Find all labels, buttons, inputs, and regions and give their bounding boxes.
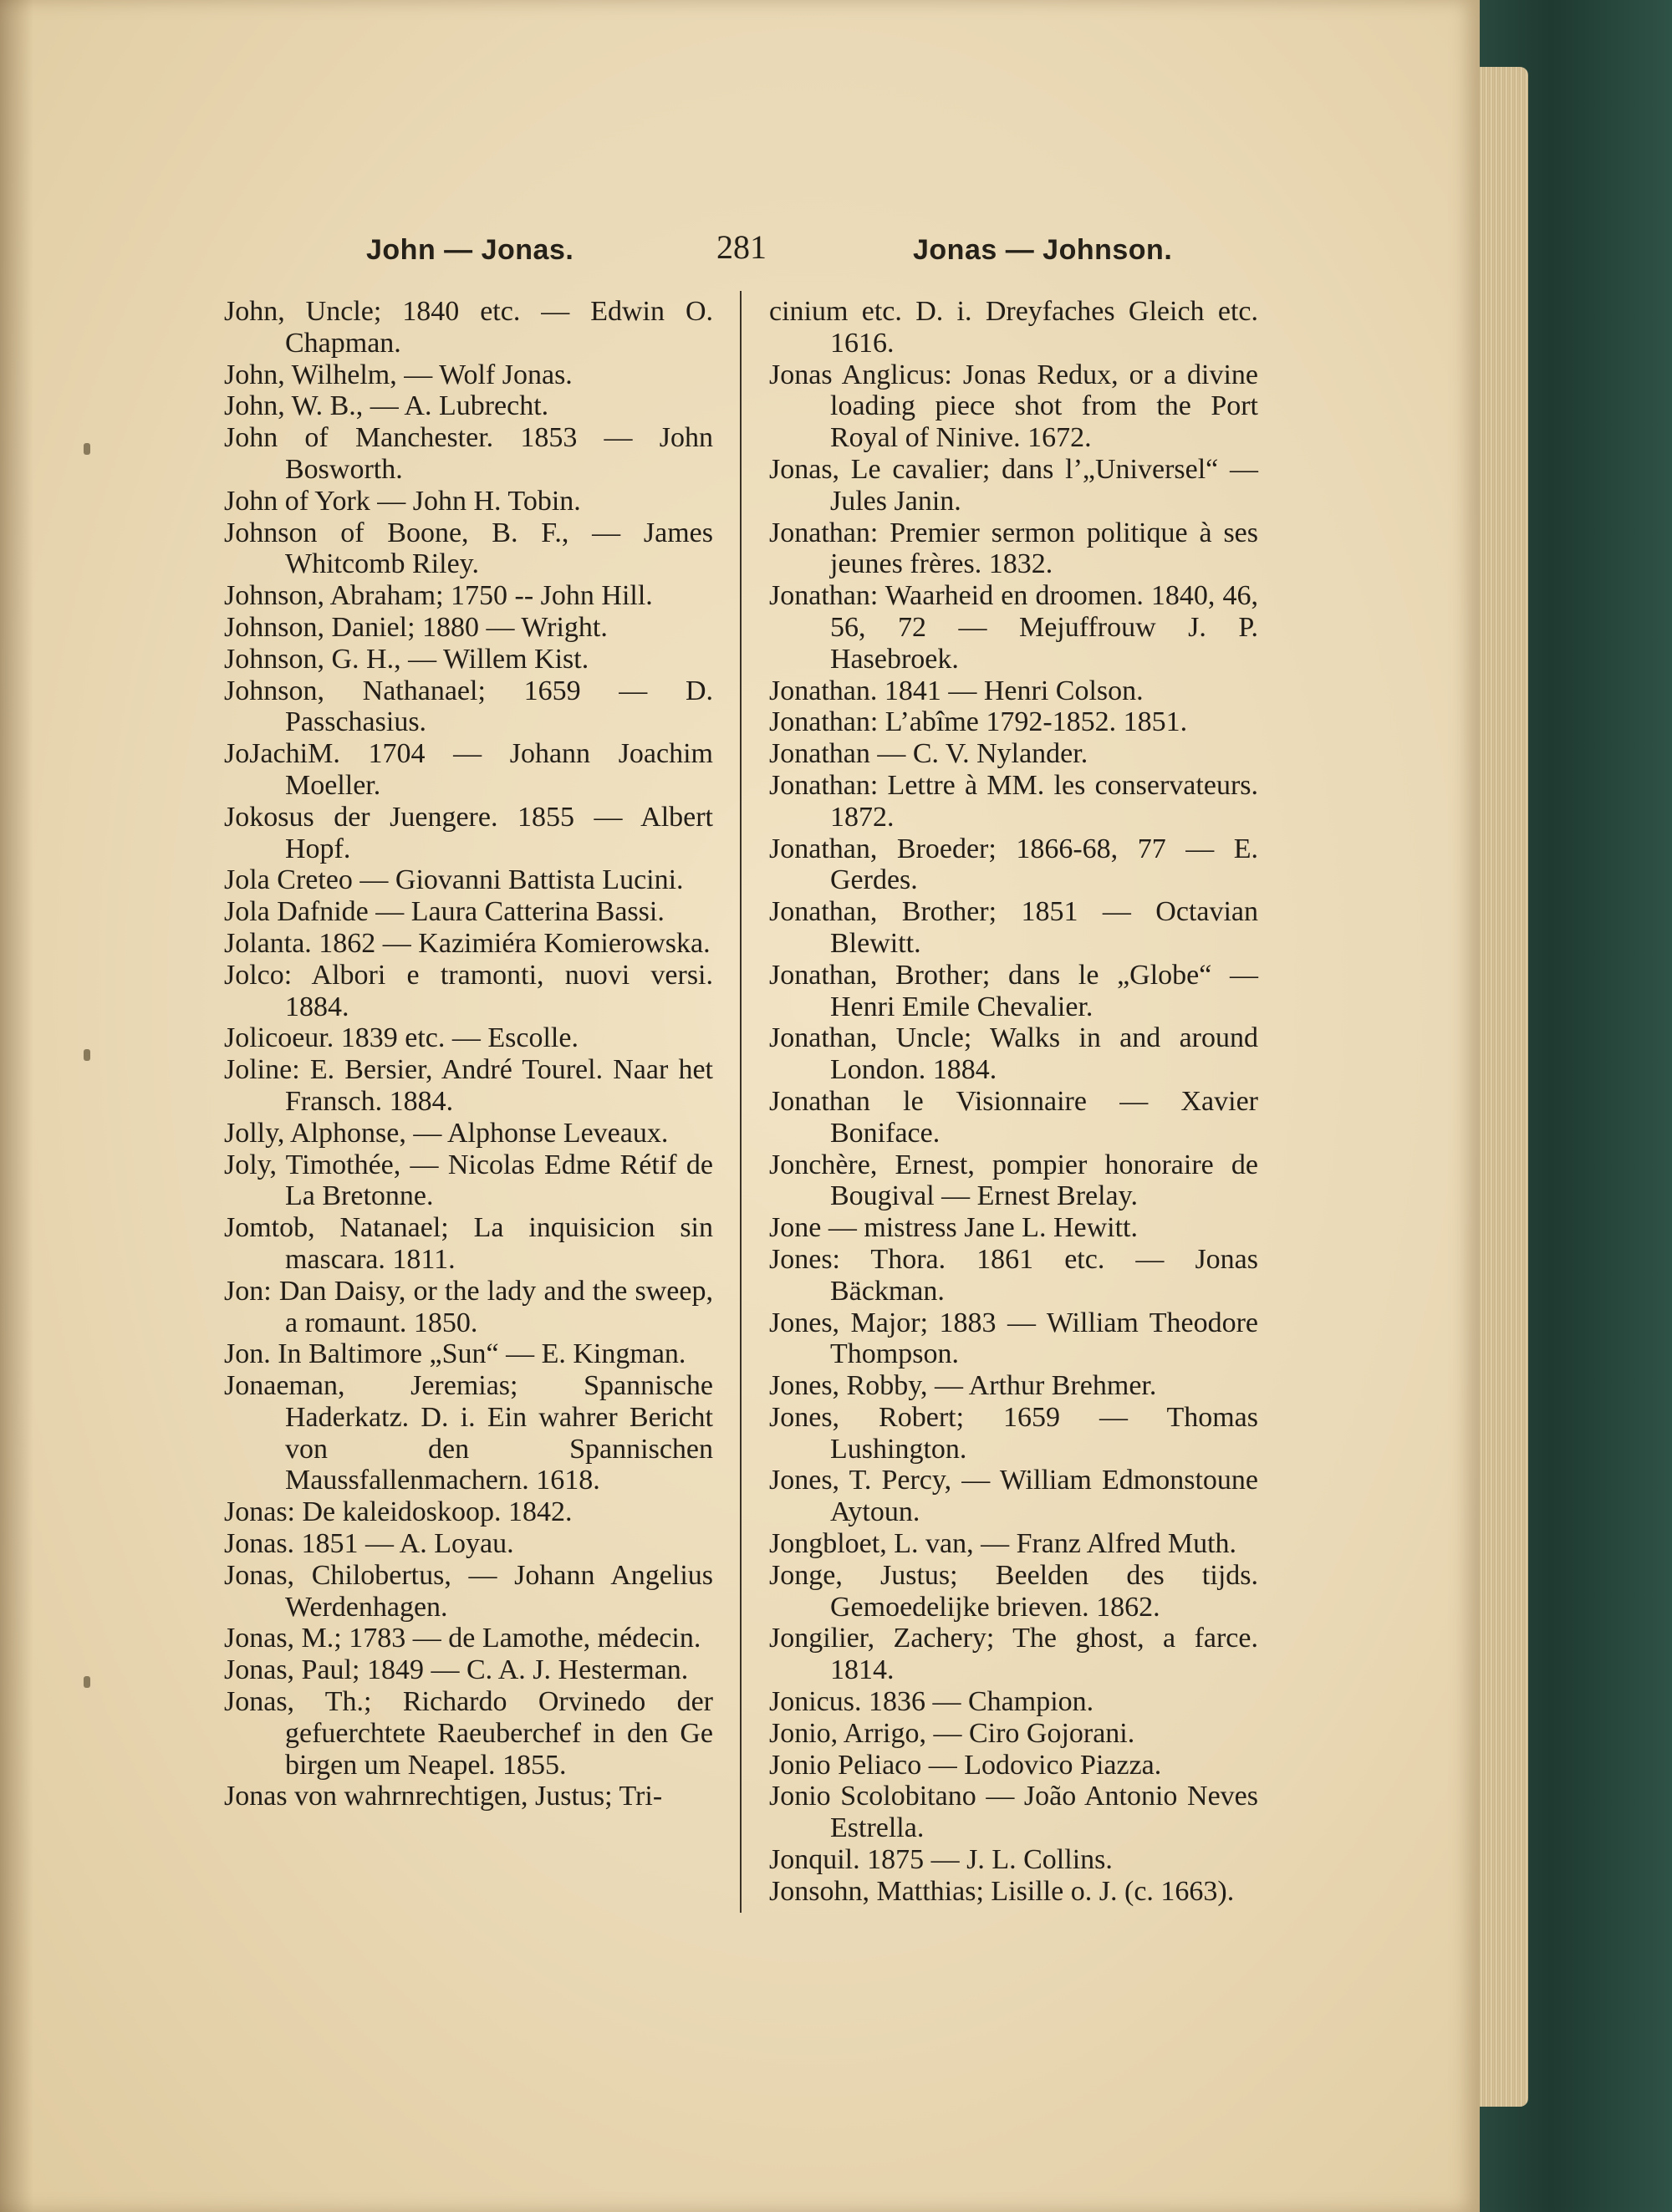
binding-mark <box>84 1049 90 1061</box>
index-entry: Joly, Timothée, — Nicolas Edme Rétif de La Bretonne. <box>224 1149 713 1212</box>
index-entry: Jola Creteo — Giovanni Battista Lucini. <box>224 864 684 896</box>
index-entry: Jokosus der Juengere. 1855 — Albert Hopf. <box>224 801 713 864</box>
index-entry: Jonathan, Brother; dans le „Globe“ — Henri Emile Chevalier. <box>769 959 1258 1022</box>
page-number: 281 <box>716 228 767 266</box>
index-entry: Jonathan le Visionnaire — Xavier Boniface. <box>769 1085 1258 1149</box>
index-entry: Jonaeman, Jeremias; Spannische Haderkatz. D. i. Ein wahrer Bericht von den Spannischen Maussfallenmachern. 1618. <box>224 1370 713 1496</box>
binding-mark <box>84 443 90 455</box>
gutter-shadow <box>0 0 33 2212</box>
index-entry: Jonathan: Waarheid en droomen. 1840, 46, 56, 72 — Mejuffrouw J. P. Hasebroek. <box>769 580 1258 675</box>
index-entry: Johnson, Nathanael; 1659 — D. Passchasius. <box>224 675 713 738</box>
index-entry: Jonathan, Broeder; 1866-68, 77 — E. Gerdes. <box>769 833 1258 896</box>
index-entry: John of Manchester. 1853 — John Bosworth. <box>224 422 713 485</box>
index-entry: Jon: Dan Daisy, or the lady and the sweep, a romaunt. 1850. <box>224 1275 713 1338</box>
index-entry: Jonathan — C. V. Nylander. <box>769 738 1088 770</box>
index-entry: Jones, Major; 1883 — William Theodore Thompson. <box>769 1307 1258 1370</box>
index-entry: Jonathan: Lettre à MM. les conservateurs. 1872. <box>769 769 1258 833</box>
index-entry: Jonathan. 1841 — Henri Colson. <box>769 675 1144 706</box>
index-entry: Jonas. 1851 — A. Loyau. <box>224 1528 514 1560</box>
index-entry: Jones, T. Percy, — William Edmonstoune Aytoun. <box>769 1465 1258 1528</box>
index-entry: Jones, Robby, — Arthur Brehmer. <box>769 1370 1157 1402</box>
index-entry: Jolco: Albori e tramonti, nuovi versi. 1884. <box>224 959 713 1022</box>
index-entry: Jonas, Th.; Richardo Orvinedo der gefuerchtete Raeuberchef in den Ge birgen um Neapel. 1855. <box>224 1686 713 1781</box>
index-entry: Jonas: De kaleidoskoop. 1842. <box>224 1496 573 1528</box>
index-entry: John, W. B., — A. Lubrecht. <box>224 390 549 422</box>
index-entry: Jonio Peliaco — Lodovico Piazza. <box>769 1749 1162 1781</box>
index-entry: Jonio Scolobitano — João Antonio Neves Estrella. <box>769 1781 1258 1844</box>
index-entry: Johnson, Abraham; 1750 -- John Hill. <box>224 580 653 612</box>
index-entry: John of York — John H. Tobin. <box>224 485 581 517</box>
index-entry: Jone — mistress Jane L. Hewitt. <box>769 1212 1138 1244</box>
index-entry: Jonas, Paul; 1849 — C. A. J. Hesterman. <box>224 1654 689 1686</box>
index-entry: Jomtob, Natanael; La inquisicion sin mascara. 1811. <box>224 1212 713 1275</box>
index-entry: John, Wilhelm, — Wolf Jonas. <box>224 359 573 390</box>
index-entry: Jongilier, Zachery; The ghost, a farce. 1814. <box>769 1623 1258 1686</box>
index-entry: Jonge, Justus; Beelden des tijds. Gemoedelijke brieven. 1862. <box>769 1559 1258 1623</box>
index-entry: Jonio, Arrigo, — Ciro Gojorani. <box>769 1717 1135 1749</box>
index-entry: Jonicus. 1836 — Champion. <box>769 1686 1094 1718</box>
index-entry: Johnson, Daniel; 1880 — Wright. <box>224 611 608 643</box>
index-entry: Jonas Anglicus: Jonas Redux, or a divine loading piece shot from the Port Royal of Ninive. 1672. <box>769 359 1258 454</box>
index-entry: Jonathan, Brother; 1851 — Octavian Blewitt. <box>769 896 1258 959</box>
index-entry: Jongbloet, L. van, — Franz Alfred Muth. <box>769 1528 1237 1560</box>
index-entry: JoJachiM. 1704 — Johann Joachim Moeller. <box>224 738 713 801</box>
index-entry: Jonas, Chilobertus, — Johann Angelius Werdenhagen. <box>224 1559 713 1623</box>
index-entry: Jonsohn, Matthias; Lisille o. J. (c. 1663). <box>769 1875 1235 1907</box>
index-entry: Johnson of Boone, B. F., — James Whitcomb Riley. <box>224 517 713 580</box>
index-entry: Jonathan: L’abîme 1792-1852. 1851. <box>769 706 1188 738</box>
index-entry: Jones: Thora. 1861 etc. — Jonas Bäckman. <box>769 1243 1258 1307</box>
index-entry: John, Uncle; 1840 etc. — Edwin O. Chapman. <box>224 296 713 359</box>
index-entry: Jolanta. 1862 — Kazimiéra Komierowska. <box>224 927 711 959</box>
index-entry: Jonquil. 1875 — J. L. Collins. <box>769 1844 1113 1876</box>
running-head-left: John — Jonas. <box>366 234 574 266</box>
index-entry: Jonas von wahrnrechtigen, Justus; Tri- <box>224 1781 663 1812</box>
left-column <box>224 296 713 1812</box>
index-entry: Jonathan, Uncle; Walks in and around London. 1884. <box>769 1022 1258 1086</box>
index-entry: Jolly, Alphonse, — Alphonse Leveaux. <box>224 1117 669 1149</box>
index-entry: Jones, Robert; 1659 — Thomas Lushington. <box>769 1401 1258 1465</box>
index-entry: Jonas, Le cavalier; dans l’„Universel“ — Jules Janin. <box>769 453 1258 517</box>
index-entry: Jola Dafnide — Laura Catterina Bassi. <box>224 896 665 928</box>
index-entry: Jonchère, Ernest, pompier honoraire de Bougival — Ernest Brelay. <box>769 1149 1258 1212</box>
index-entry: Jonathan: Premier sermon politique à ses jeunes frères. 1832. <box>769 517 1258 580</box>
binding-mark <box>84 1676 90 1688</box>
index-entry: Jonas, M.; 1783 — de Lamothe, médecin. <box>224 1623 701 1654</box>
index-entry: Jolicoeur. 1839 etc. — Escolle. <box>224 1022 579 1054</box>
index-entry: Johnson, G. H., — Willem Kist. <box>224 643 589 675</box>
running-head-right: Jonas — Johnson. <box>913 234 1173 266</box>
index-entry: cinium etc. D. i. Dreyfaches Gleich etc. 1616. <box>769 296 1258 359</box>
index-entry: Jon. In Baltimore „Sun“ — E. Kingman. <box>224 1338 686 1370</box>
column-divider <box>740 291 742 1913</box>
index-entry: Joline: E. Bersier, André Tourel. Naar het Fransch. 1884. <box>224 1054 713 1117</box>
right-column <box>769 296 1258 1908</box>
